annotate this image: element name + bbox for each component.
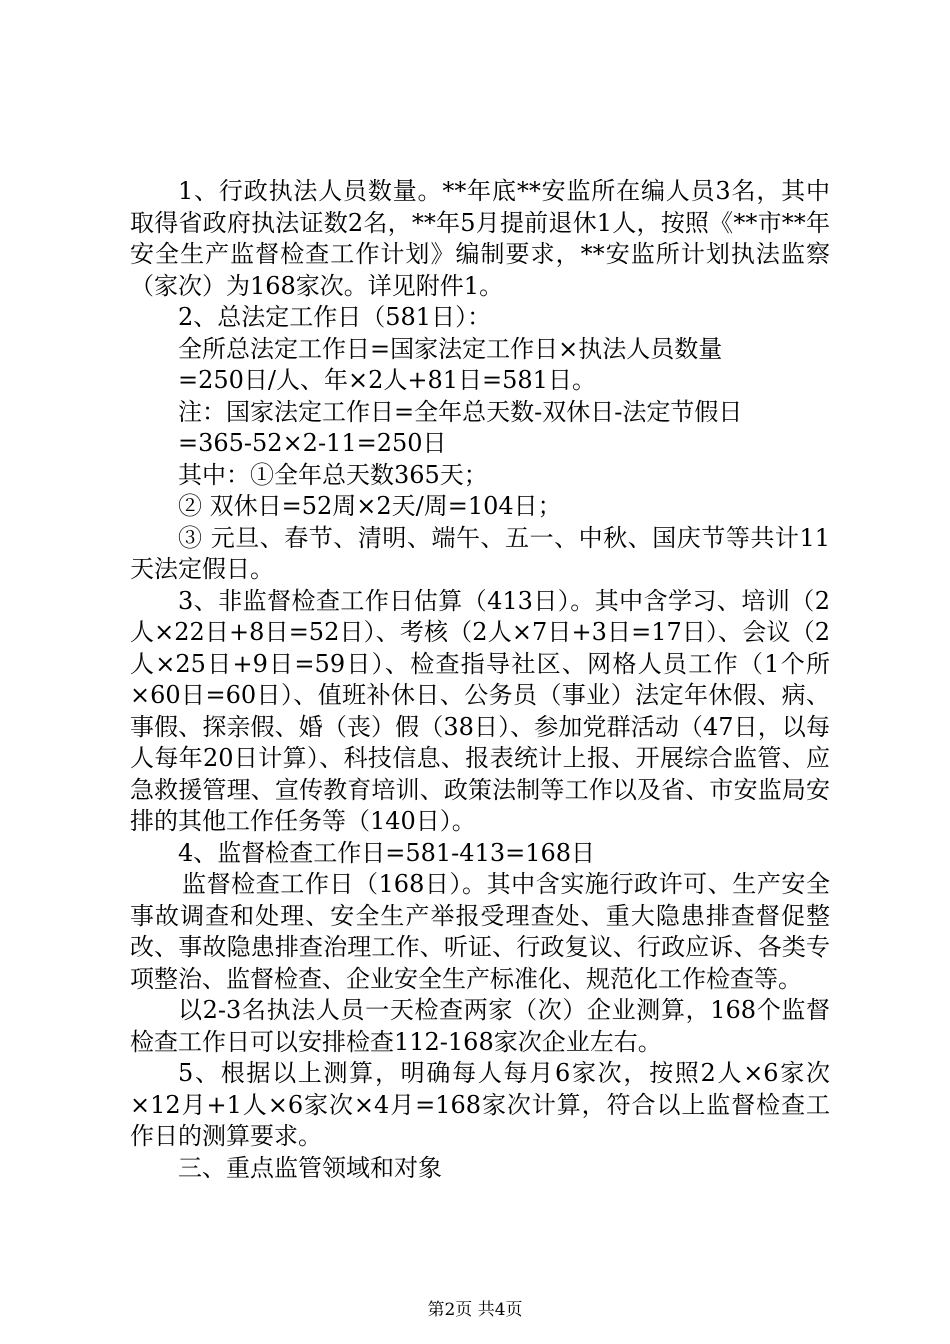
page-number: 第2页 共4页 [427, 1300, 523, 1320]
paragraph-non-inspection-days: 3、非监督检查工作日估算（413日）。其中含学习、培训（2人×22日+8日=52日）、考核（2人×7日+3日=17日）、会议（2人×25日+9日=59日）、检查指导社区、网格人员工作（1个所×60日=60日）、值班补休日、公务员（事业）法定年休假、病、事假、探亲假、婚（丧）假（38日）、参加党群活动（47日，以每人每年20日计算）、科技信息、报表统计上报、开展综合监管、应急救援管理、宣传教育培训、政策法制等工作以及省、市安监局安排的其他工作任务等（140日）。 [130, 586, 830, 835]
paragraph-monthly-quota: 5、根据以上测算，明确每人每月6家次，按照2人×6家次×12月+1人×6家次×4月=168家次计算，符合以上监督检查工作日的测算要求。 [130, 1059, 830, 1150]
formula-national-workdays: =365-52×2-11=250日 [178, 429, 447, 457]
paragraph-staff-count: 1、行政执法人员数量。**年底**安监所在编人员3名，其中取得省政府执法证数2名，**年5月提前退休1人，按照《**市**年安全生产监督检查工作计划》编制要求，**安监所计划执法监察（家次）为168家次。详见附件1。 [130, 177, 830, 300]
paragraph-total-workdays-heading: 2、总法定工作日（581日）： [178, 303, 492, 331]
list-item-holidays: ③ 元旦、春节、清明、端午、五一、中秋、国庆节等共计11天法定假日。 [130, 523, 830, 583]
list-item-total-days: 其中：①全年总天数365天； [178, 460, 488, 489]
section-heading-key-areas: 三、重点监管领域和对象 [178, 1153, 442, 1182]
formula-total-workdays-result: =250日/人、年×2人+81日=581日。 [178, 366, 596, 394]
note-national-workdays: 注：国家法定工作日=全年总天数-双休日-法定节假日 [178, 397, 743, 426]
list-item-weekend-days: ② 双休日=52周×2天/周=104日； [178, 492, 562, 520]
document-body [130, 176, 830, 1184]
formula-total-workdays: 全所总法定工作日=国家法定工作日×执法人员数量 [178, 334, 723, 363]
paragraph-inspection-days-detail: 监督检查工作日（168日）。其中含实施行政许可、生产安全事故调查和处理、安全生产举报受理查处、重大隐患排查督促整改、事故隐患排查治理工作、听证、行政复议、行政应诉、各类专项整治、监督检查、企业安全生产标准化、规范化工作检查等。 [130, 870, 830, 993]
paragraph-inspection-estimate: 以2-3名执法人员一天检查两家（次）企业测算，168个监督检查工作日可以安排检查112-168家次企业左右。 [130, 996, 830, 1056]
paragraph-inspection-days-formula: 4、监督检查工作日=581-413=168日 [178, 838, 596, 867]
page-footer [0, 1300, 950, 1320]
